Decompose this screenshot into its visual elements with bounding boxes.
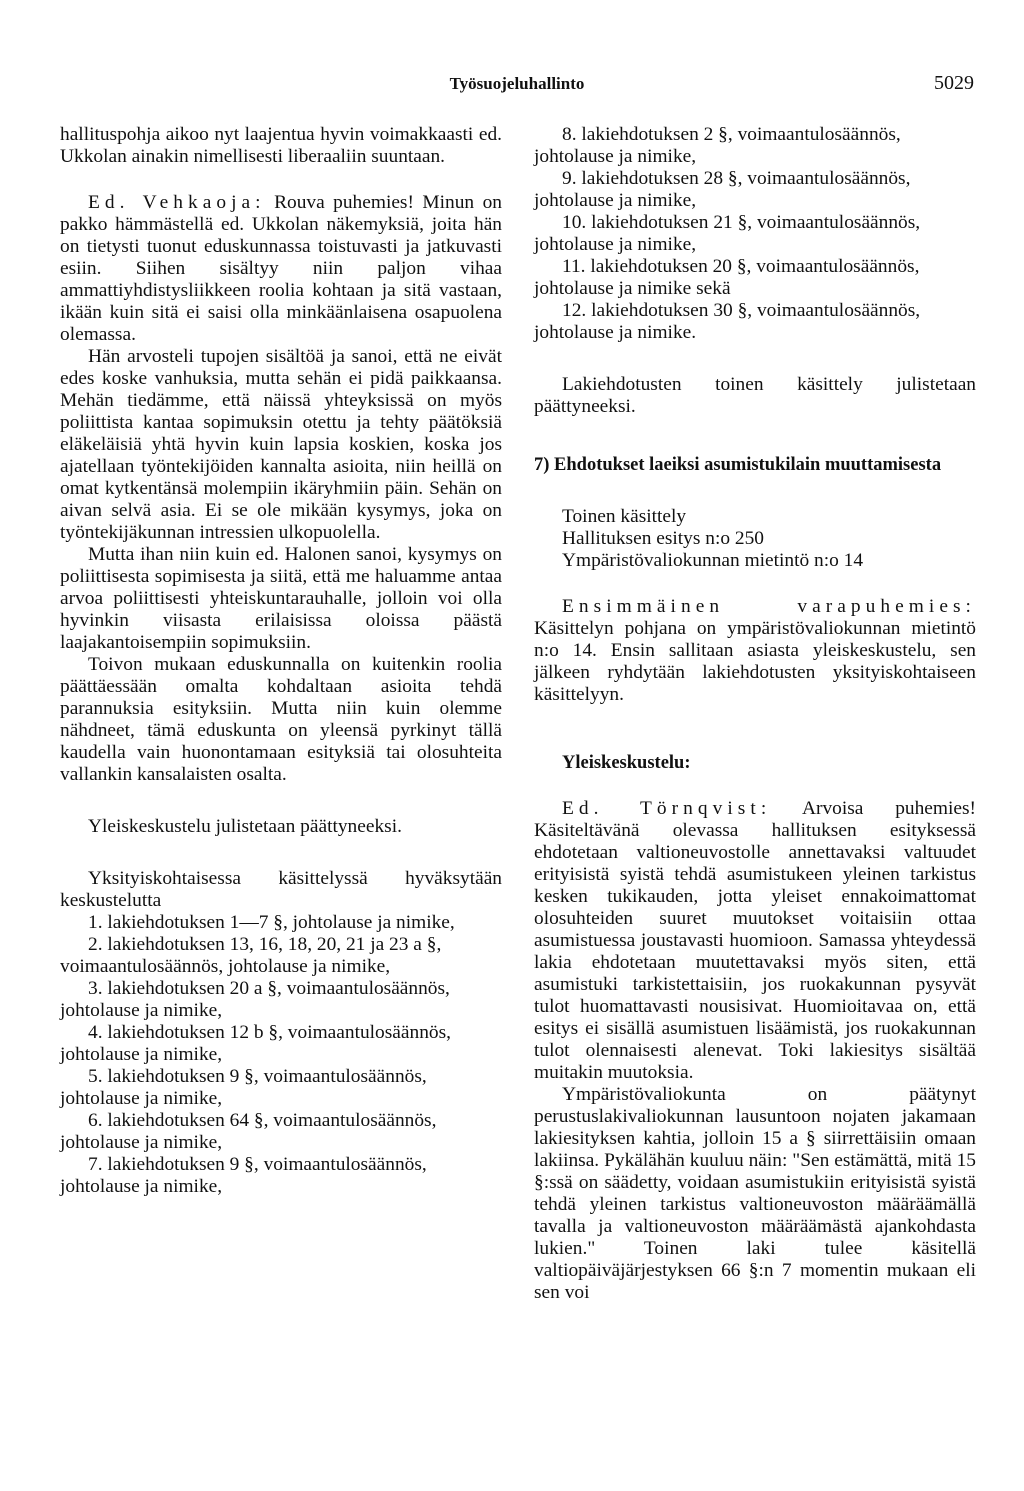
speech-tornqvist [534, 798, 976, 1084]
speech-text: Arvoisa puhemies! Käsiteltävänä olevassa hallituksen esityksessä ehdotetaan valtioneuvostolle annettavaksi valtuudet erityisistä syistä tehdä asumistukeen yleinen tarkistus kesken tukikauden, jotta yleiset ennakoimattomat olosuhteiden suuret muutokset voitaisiin ottaa asumistuessa joustavasti huomioon. Samassa yhteydessä lakia ehdotetaan muutettavaksi myös siten, että asumistuki tarkistettaisiin, jos ruokakunnan pysyvät tulot huomattavasti nousisivat. Huomioitavaa on, että esitys ei sisällä asumistuen lisäämistä, jos ruokakunnan tulot olennaisesti alenevat. Toki lakiesitys sisältää muitakin muutoksia. [534, 798, 976, 1083]
list-item: 7. lakiehdotuksen 9 §, voimaantulosäännös, johtolause ja nimike, [60, 1154, 427, 1197]
approval-intro: Yksityiskohtaisessa käsittelyssä hyväksytään keskustelutta [60, 868, 502, 911]
paragraph: Hän arvosteli tupojen sisältöä ja sanoi, että ne eivät edes koske vanhuksia, mutta sehän ei pidä paikkaansa. Mehän tiedämme, että näissä yhteyksissä on myös poliittista kantaa sopimuksin otettu ja tehty päätöksiä eläkeläisiä yhtä hyvin kuin lapsia koskien, koska jos ajatellaan työntekijöiden kannalta asioita, niin heillä on omat kytkentänsä molempiin ikäryhmiin päin. Sehän on aivan selvä asia. Ei se ole mikään kysymys, joka on työntekijäkunnan intressien ulkopuolella. [60, 346, 502, 543]
list-item: 3. lakiehdotuksen 20 a §, voimaantulosäännös, johtolause ja nimike, [60, 978, 450, 1021]
speech-vehkaoja [60, 192, 502, 346]
paragraph-continuation: hallituspohja aikoo nyt laajentua hyvin voimakkaasti ed. Ukkolan ainakin nimellisesti liberaaliin suuntaan. [60, 124, 502, 167]
second-reading-closed: Lakiehdotusten toinen käsittely julistetaan päättyneeksi. [534, 374, 976, 417]
speaker-vehkaoja: Ed. Vehkaoja: [88, 192, 266, 213]
running-head: Työsuojeluhallinto [449, 74, 585, 93]
speaker-chair: Ensimmäinen varapuhemies: [562, 596, 976, 617]
list-item: 6. lakiehdotuksen 64 §, voimaantulosäännös, johtolause ja nimike, [60, 1110, 437, 1153]
list-item: 10. lakiehdotuksen 21 §, voimaantulosäännös, johtolause ja nimike, [534, 212, 921, 255]
list-item: 12. lakiehdotuksen 30 §, voimaantulosäännös, johtolause ja nimike. [534, 300, 921, 343]
reading-label: Toinen käsittely [562, 506, 687, 527]
speech-chair [534, 596, 976, 706]
section-heading: 7) Ehdotukset laeiksi asumistukilain muuttamisesta [534, 455, 942, 475]
right-column [534, 124, 976, 1304]
page-header [60, 72, 974, 102]
speech-text: Käsittelyn pohjana on ympäristövaliokunnan mietintö n:o 14. Ensin sallitaan asiasta yleiskeskustelu, sen jälkeen ryhdytään lakiehdotusten yksityiskohtaiseen käsittelyyn. [534, 618, 976, 705]
list-item: 4. lakiehdotuksen 12 b §, voimaantulosäännös, johtolause ja nimike, [60, 1022, 451, 1065]
debate-heading: Yleiskeskustelu: [562, 753, 691, 773]
speech-text: Rouva puhemies! Minun on pakko hämmästellä ed. Ukkolan näkemyksiä, joita hän on tietysti tuonut eduskunnassa toistuvasti ja jatkuvasti esiin. Siihen sisältyy niin paljon vihaa ammattiyhdistysliikkeen roolia kohtaan ja sitä vastaan, ikään kuin sitä ei saisi olla minkäänlaisena osapuolena olemassa. [60, 192, 502, 345]
left-column [60, 124, 502, 1198]
list-item: 5. lakiehdotuksen 9 §, voimaantulosäännös, johtolause ja nimike, [60, 1066, 427, 1109]
proposal-reference: Hallituksen esitys n:o 250 [562, 528, 764, 549]
list-item: 1. lakiehdotuksen 1—7 §, johtolause ja nimike, [88, 912, 455, 933]
page-number: 5029 [934, 72, 974, 94]
paragraph: Toivon mukaan eduskunnalla on kuitenkin roolia päättäessään omalta kohdaltaan asioita tehdä parannuksia esityksiin. Mutta niin kuin olemme nähdneet, tämä eduskunta on yleensä pyrkinyt tällä kaudella vain huonontamaan esityksiä tai olosuhteita vallankin kansalaisten osalta. [60, 654, 502, 785]
debate-closed-notice: Yleiskeskustelu julistetaan päättyneeksi. [88, 816, 402, 837]
speaker-tornqvist: Ed. Törnqvist: [562, 798, 772, 819]
list-item: 9. lakiehdotuksen 28 §, voimaantulosäännös, johtolause ja nimike, [534, 168, 911, 211]
list-item: 8. lakiehdotuksen 2 §, voimaantulosäännös, johtolause ja nimike, [534, 124, 901, 167]
list-item: 2. lakiehdotuksen 13, 16, 18, 20, 21 ja 23 a §, voimaantulosäännös, johtolause ja nimike, [60, 934, 442, 977]
list-item: 11. lakiehdotuksen 20 §, voimaantulosäännös, johtolause ja nimike sekä [534, 256, 920, 299]
paragraph: Ympäristövaliokunta on päätynyt perustuslakivaliokunnan lausuntoon nojaten jakamaan lakiesityksen kahtia, jolloin 15 a § siirrettäisiin omaan lakiinsa. Pykälähän kuuluu näin: "Sen estämättä, mitä 15 §:ssä on säädetty, voidaan asumistukiin erityisistä syistä tehdä yleinen tarkistus valtioneuvoston määräämällä tavalla ja valtioneuvoston määräämästä ajankohdasta lukien." Toinen laki tulee käsitellä valtiopäiväjärjestyksen 66 §:n 7 momentin mukaan eli sen voi [534, 1084, 976, 1303]
committee-report-reference: Ympäristövaliokunnan mietintö n:o 14 [562, 550, 864, 571]
paragraph: Mutta ihan niin kuin ed. Halonen sanoi, kysymys on poliittisesta sopimisesta ja siitä, että me haluamme antaa arvoa poliittisesti yhteiskuntarauhalle, jolloin voi olla hyvinkin viisasta erilaisissa oloissa päästä laajakantoisempiin sopimuksiin. [60, 544, 502, 653]
